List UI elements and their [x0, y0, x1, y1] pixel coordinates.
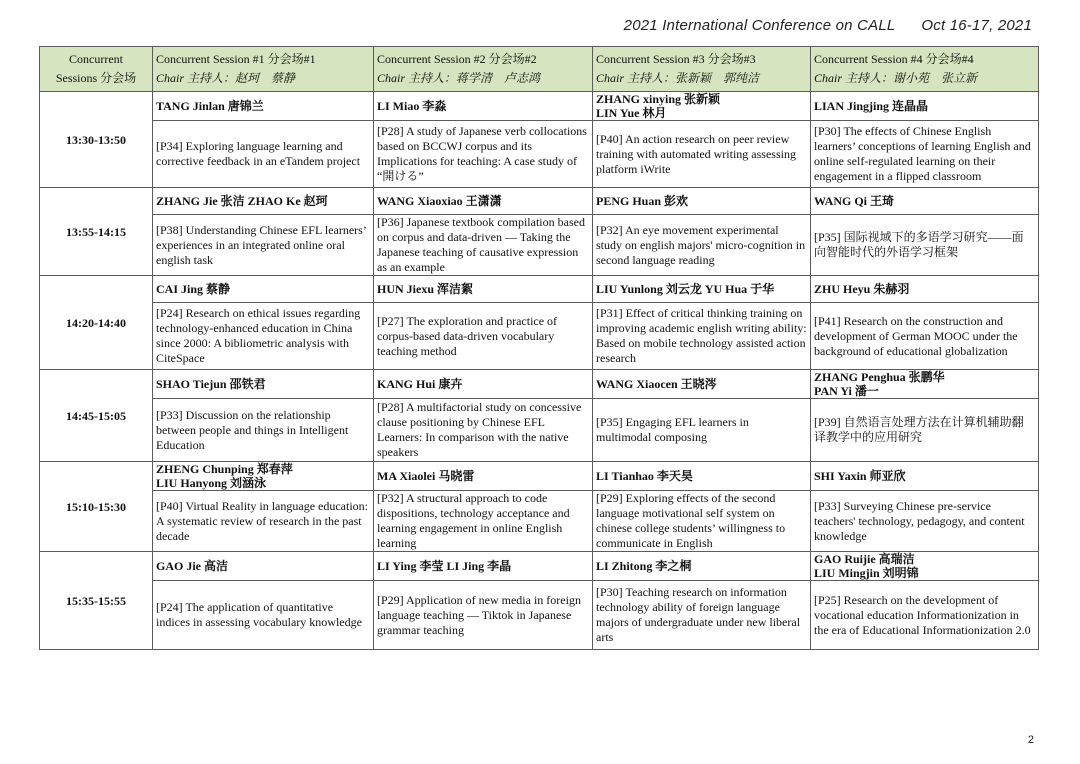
presenter-cell: TANG Jinlan 唐锦兰: [153, 92, 374, 121]
session-chair: Chair 主持人：张新颖 郭纯洁: [596, 71, 760, 85]
presenter-cell: MA Xiaolei 马晓雷: [374, 462, 593, 491]
session-chair: Chair 主持人：蒋学清 卢志鸿: [377, 71, 541, 85]
time-slot: 15:35-15:55: [40, 552, 153, 650]
session-chair: Chair 主持人：谢小苑 张立新: [814, 71, 978, 85]
time-slot: 14:20-14:40: [40, 276, 153, 370]
sessions-header-line2: Sessions 分会场: [55, 71, 137, 85]
schedule-body: [40, 92, 1039, 650]
session-title: Concurrent Session #1 分会场#1: [156, 52, 316, 66]
presenter-cell: ZHU Heyu 朱赫羽: [811, 276, 1039, 303]
presenter-cell: LI Miao 李淼: [374, 92, 593, 121]
presenter-cell: PENG Huan 彭欢: [593, 188, 811, 215]
session-header-1: [153, 47, 374, 92]
paper-cell: [P33] Discussion on the relationship between people and things in Intelligent Education: [153, 399, 374, 462]
paper-cell: [P30] The effects of Chinese English learners’ conceptions of learning English and online self-regulated learning on their engagement in a flipped classroom: [811, 121, 1039, 188]
presenter-cell: ZHANG xinying 张新颖 LIN Yue 林月: [593, 92, 811, 121]
paper-cell: [P40] Virtual Reality in language education: A systematic review of research in the past decade: [153, 491, 374, 552]
presenter-cell: ZHANG Penghua 张鹏华 PAN Yi 潘一: [811, 370, 1039, 399]
presenter-cell: WANG Xiaocen 王晓涔: [593, 370, 811, 399]
session-chair: Chair 主持人：赵珂 蔡静: [156, 71, 296, 85]
session-header-3: [593, 47, 811, 92]
presenter-cell: ZHENG Chunping 郑春萍 LIU Hanyong 刘涵泳: [153, 462, 374, 491]
paper-cell: [P36] Japanese textbook compilation based on corpus and data-driven — Taking the Japanese teaching of causative expression as an example: [374, 215, 593, 276]
paper-cell: [P38] Understanding Chinese EFL learners’ experiences in an integrated online oral english task: [153, 215, 374, 276]
presenter-cell: LIAN Jingjing 连晶晶: [811, 92, 1039, 121]
presenter-row: [40, 370, 1039, 399]
conference-dates: Oct 16-17, 2021: [921, 17, 1032, 34]
paper-cell: [P32] A structural approach to code dispositions, technology acceptance and learning engagement in online English learning: [374, 491, 593, 552]
conference-title: 2021 International Conference on CALL: [623, 17, 896, 34]
presenter-cell: SHI Yaxin 师亚欣: [811, 462, 1039, 491]
presenter-cell: WANG Xiaoxiao 王潇潇: [374, 188, 593, 215]
presenter-cell: WANG Qi 王琦: [811, 188, 1039, 215]
paper-cell: [P28] A multifactorial study on concessive clause positioning by Chinese EFL Learners: In comparison with the native speakers: [374, 399, 593, 462]
paper-row: [40, 215, 1039, 276]
page-header: [624, 17, 1032, 34]
paper-cell: [P29] Exploring effects of the second language motivational self system on chinese college students’ willingness to communicate in English: [593, 491, 811, 552]
paper-cell: [P25] Research on the development of vocational education Informationization in the era of Educational Informationization 2.0: [811, 581, 1039, 650]
page-number: 2: [1027, 734, 1034, 746]
paper-cell: [P33] Surveying Chinese pre-service teachers' technology, pedagogy, and content knowledge: [811, 491, 1039, 552]
presenter-cell: ZHANG Jie 张洁 ZHAO Ke 赵珂: [153, 188, 374, 215]
sessions-header: [40, 47, 153, 92]
presenter-row: [40, 552, 1039, 581]
paper-row: [40, 121, 1039, 188]
presenter-row: [40, 92, 1039, 121]
paper-row: [40, 399, 1039, 462]
presenter-cell: LIU Yunlong 刘云龙 YU Hua 于华: [593, 276, 811, 303]
session-header-4: [811, 47, 1039, 92]
presenter-cell: KANG Hui 康卉: [374, 370, 593, 399]
paper-cell: [P24] The application of quantitative indices in assessing vocabulary knowledge: [153, 581, 374, 650]
sessions-header-line1: Concurrent: [69, 52, 123, 66]
paper-cell: [P35] Engaging EFL learners in multimodal composing: [593, 399, 811, 462]
time-slot: 15:10-15:30: [40, 462, 153, 552]
session-title: Concurrent Session #3 分会场#3: [596, 52, 756, 66]
paper-row: [40, 491, 1039, 552]
paper-row: [40, 303, 1039, 370]
time-slot: 14:45-15:05: [40, 370, 153, 462]
presenter-cell: CAI Jing 蔡静: [153, 276, 374, 303]
paper-cell: [P31] Effect of critical thinking training on improving academic english writing ability: Based on mobile technology assisted action research: [593, 303, 811, 370]
header-row: [40, 47, 1039, 92]
session-header-2: [374, 47, 593, 92]
paper-cell: [P35] 国际视域下的多语学习研究——面向智能时代的外语学习框架: [811, 215, 1039, 276]
time-slot: 13:55-14:15: [40, 188, 153, 276]
session-title: Concurrent Session #2 分会场#2: [377, 52, 537, 66]
paper-cell: [P24] Research on ethical issues regarding technology-enhanced education in China since 2000: A bibliometric analysis with CiteSpace: [153, 303, 374, 370]
presenter-row: [40, 462, 1039, 491]
paper-cell: [P34] Exploring language learning and corrective feedback in an eTandem project: [153, 121, 374, 188]
presenter-cell: LI Tianhao 李天昊: [593, 462, 811, 491]
presenter-cell: LI Zhitong 李之桐: [593, 552, 811, 581]
paper-cell: [P29] Application of new media in foreign language teaching — Tiktok in Japanese grammar teaching: [374, 581, 593, 650]
presenter-cell: GAO Jie 高洁: [153, 552, 374, 581]
paper-cell: [P28] A study of Japanese verb collocations based on BCCWJ corpus and its Implications for teaching: A case study of “開ける”: [374, 121, 593, 188]
presenter-cell: SHAO Tiejun 邵铁君: [153, 370, 374, 399]
schedule-table: [39, 46, 1039, 650]
paper-cell: [P40] An action research on peer review training with automated writing assessing platform iWrite: [593, 121, 811, 188]
presenter-cell: HUN Jiexu 浑洁絮: [374, 276, 593, 303]
presenter-cell: GAO Ruijie 高瑞洁 LIU Mingjin 刘明锦: [811, 552, 1039, 581]
paper-cell: [P41] Research on the construction and development of German MOOC under the background of educational globalization: [811, 303, 1039, 370]
presenter-cell: LI Ying 李莹 LI Jing 李晶: [374, 552, 593, 581]
paper-row: [40, 581, 1039, 650]
paper-cell: [P32] An eye movement experimental study on english majors' micro-cognition in second language reading: [593, 215, 811, 276]
time-slot: 13:30-13:50: [40, 92, 153, 188]
session-title: Concurrent Session #4 分会场#4: [814, 52, 974, 66]
presenter-row: [40, 188, 1039, 215]
paper-cell: [P39] 自然语言处理方法在计算机辅助翻译教学中的应用研究: [811, 399, 1039, 462]
paper-cell: [P30] Teaching research on information technology ability of foreign language majors of undergraduate under new liberal arts: [593, 581, 811, 650]
paper-cell: [P27] The exploration and practice of corpus-based data-driven vocabulary teaching method: [374, 303, 593, 370]
presenter-row: [40, 276, 1039, 303]
